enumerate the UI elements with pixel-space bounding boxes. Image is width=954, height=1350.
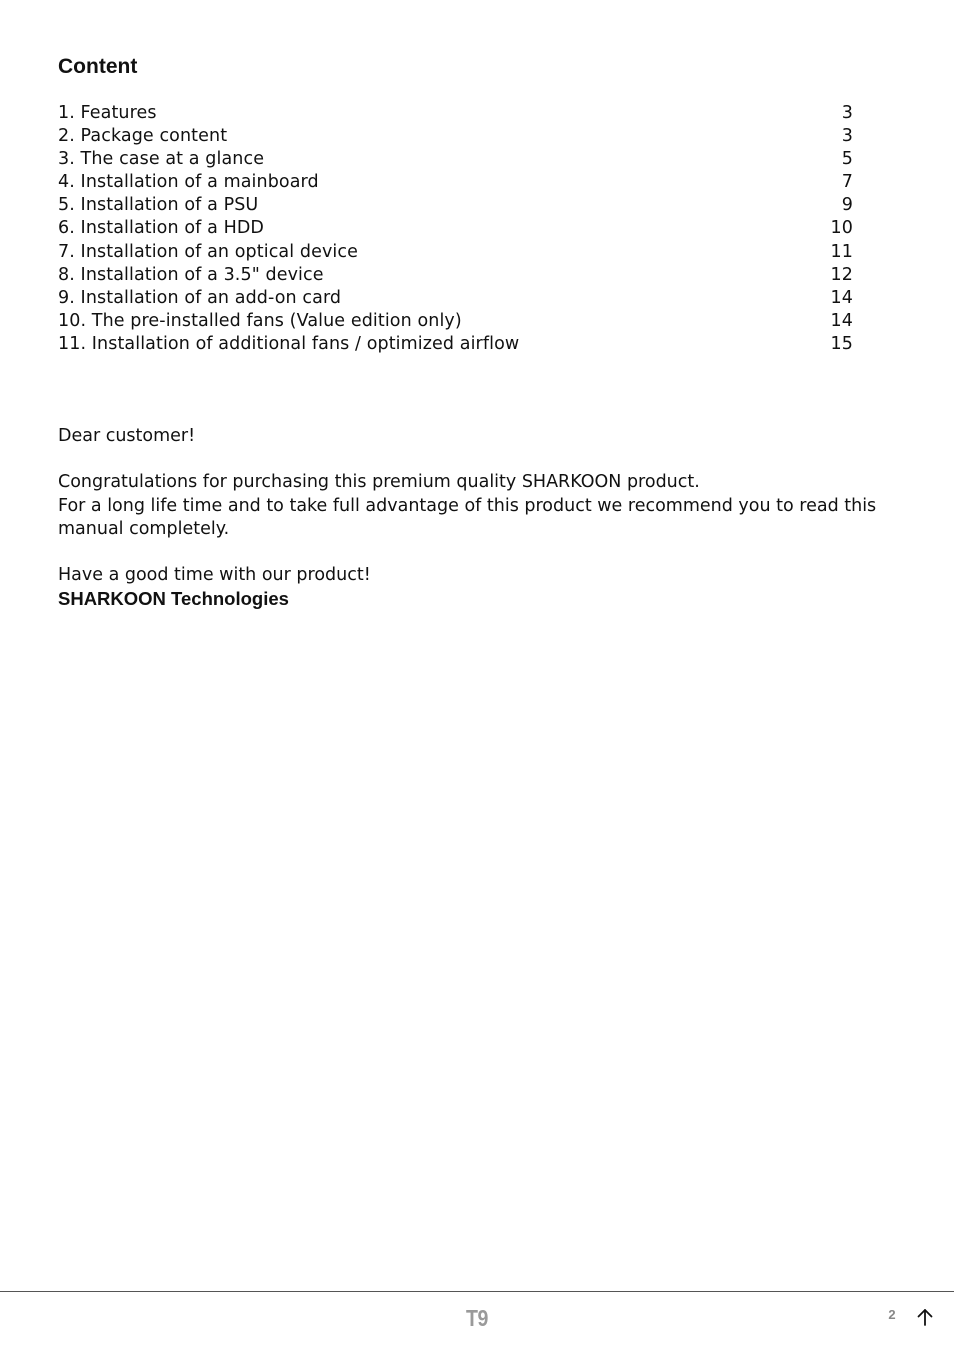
toc-item-title: 3. The case at a glance	[58, 149, 265, 170]
letter-recommendation: For a long life time and to take full advantage of this product we recommend you to read this manual completely.	[58, 495, 877, 539]
toc-item-page: 10	[830, 218, 853, 239]
toc-item-title: 7. Installation of an optical device	[58, 241, 358, 262]
page-number: 2	[888, 1307, 896, 1322]
letter-signature: SHARKOON Technologies	[58, 588, 289, 610]
letter-greeting: Dear customer!	[58, 426, 196, 446]
toc-item-page: 11	[830, 241, 853, 262]
letter-congratulations: Congratulations for purchasing this premium quality SHARKOON product.	[58, 472, 700, 493]
toc-item[interactable]	[58, 241, 853, 264]
toc-item[interactable]	[58, 310, 853, 333]
toc-item[interactable]	[58, 171, 853, 194]
up-arrow-icon[interactable]	[914, 1306, 936, 1328]
toc-item[interactable]	[58, 194, 853, 217]
toc-item-title: 2. Package content	[58, 126, 228, 147]
paragraph-gap	[58, 541, 918, 564]
toc-item-title: 11. Installation of additional fans / optimized airflow	[58, 333, 520, 354]
footer-divider	[0, 1291, 954, 1292]
toc-item-page: 14	[830, 310, 853, 331]
letter-closing: Have a good time with our product!	[58, 565, 371, 586]
page-title: Content	[58, 55, 138, 78]
toc-item-title: 4. Installation of a mainboard	[58, 172, 319, 193]
footer-logo: T9	[466, 1305, 488, 1331]
toc-item-title: 10. The pre-installed fans (Value edition only)	[58, 310, 462, 331]
customer-letter	[58, 425, 918, 611]
toc-item[interactable]	[58, 264, 853, 287]
toc-item-page: 15	[830, 333, 853, 354]
toc-item-page: 3	[841, 126, 853, 147]
toc-item-title: 9. Installation of an add-on card	[58, 287, 342, 308]
toc-item[interactable]	[58, 287, 853, 310]
toc-item-page: 3	[841, 103, 853, 123]
toc-item[interactable]	[58, 102, 853, 125]
toc-item[interactable]	[58, 333, 853, 356]
toc-item-title: 1. Features	[58, 103, 157, 123]
table-of-contents	[58, 102, 853, 356]
toc-item[interactable]	[58, 217, 853, 240]
toc-item-page: 7	[841, 172, 853, 193]
toc-item-page: 14	[830, 287, 853, 308]
toc-item-title: 5. Installation of a PSU	[58, 195, 259, 216]
toc-item-title: 8. Installation of a 3.5" device	[58, 264, 324, 285]
toc-item-page: 9	[841, 195, 853, 216]
toc-item[interactable]	[58, 125, 853, 148]
paragraph-gap	[58, 448, 918, 471]
toc-item[interactable]	[58, 148, 853, 171]
toc-item-title: 6. Installation of a HDD	[58, 218, 264, 239]
toc-item-page: 5	[841, 149, 853, 170]
toc-item-page: 12	[830, 264, 853, 285]
